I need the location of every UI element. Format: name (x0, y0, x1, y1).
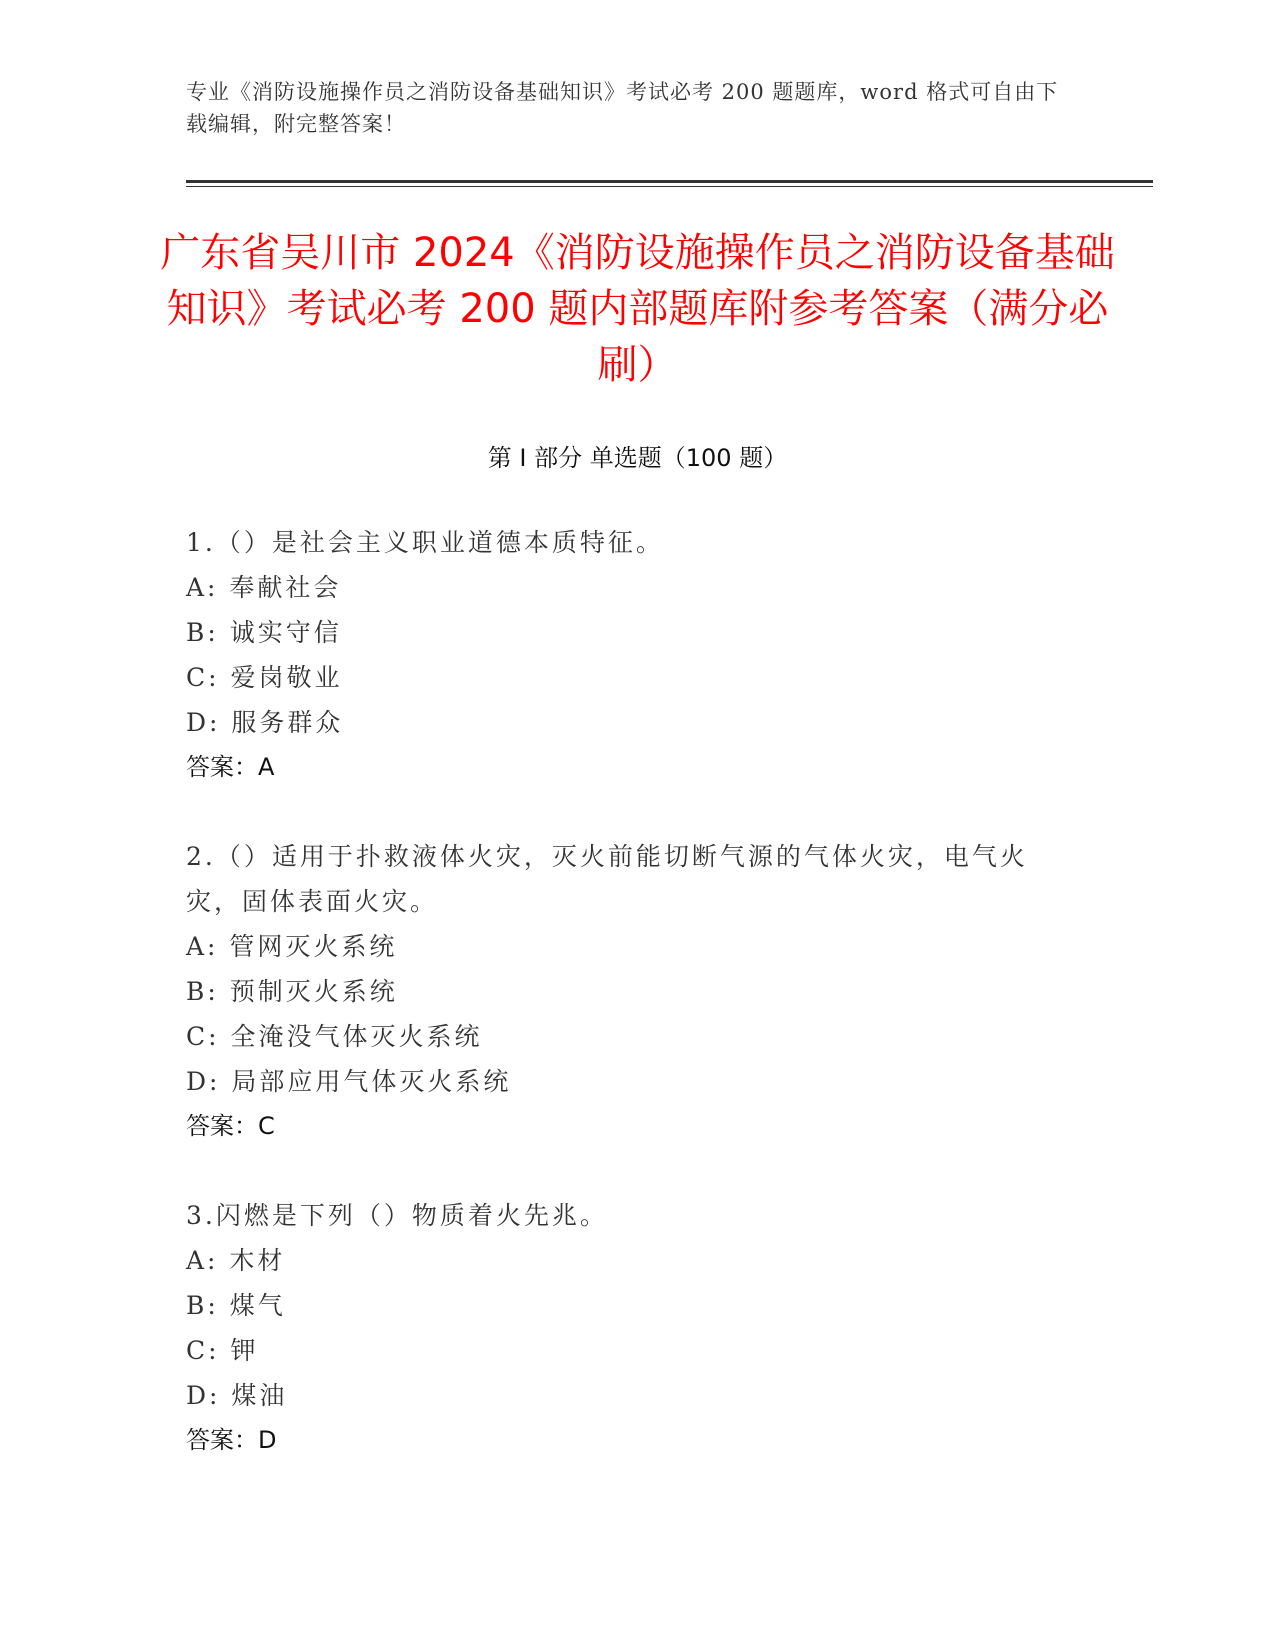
question-list (186, 520, 1066, 1507)
document-title: 广东省吴川市 2024《消防设施操作员之消防设备基础知识》考试必考 200 题内部题库附参考答案（满分必刷） (160, 230, 1115, 388)
question-item (186, 520, 1066, 790)
section-heading: 第 I 部分 单选题（100 题） (487, 444, 788, 472)
option-c: C: 爱岗敬业 (186, 663, 343, 692)
question-stem: 2.（）适用于扑救液体火灾，灭火前能切断气源的气体火灾，电气火灾，固体表面火灾。 (186, 842, 1028, 916)
option-c: C: 钾 (186, 1336, 259, 1365)
answer-label: 答案： (186, 1112, 258, 1140)
option-a: A: 木材 (186, 1246, 286, 1275)
option-b: B: 诚实守信 (186, 618, 342, 647)
option-c: C: 全淹没气体灭火系统 (186, 1022, 483, 1051)
question-item (186, 834, 1066, 1149)
answer-line (186, 745, 1066, 790)
answer-value: C (258, 1112, 275, 1140)
header-rule-thick (186, 180, 1153, 183)
answer-label: 答案： (186, 753, 258, 781)
answer-value: D (258, 1426, 277, 1454)
option-a: A: 奉献社会 (186, 573, 342, 602)
option-d: D: 煤油 (186, 1381, 288, 1410)
option-a: A: 管网灭火系统 (186, 932, 398, 961)
option-d: D: 服务群众 (186, 708, 344, 737)
answer-line (186, 1418, 1066, 1463)
answer-value: A (258, 753, 275, 781)
question-stem: 3.闪燃是下列（）物质着火先兆。 (186, 1201, 608, 1230)
option-d: D: 局部应用气体灭火系统 (186, 1067, 512, 1096)
question-item (186, 1193, 1066, 1463)
header-note: 专业《消防设施操作员之消防设备基础知识》考试必考 200 题题库，word 格式可自由下载编辑，附完整答案！ (186, 80, 1059, 136)
answer-label: 答案： (186, 1426, 258, 1454)
answer-line (186, 1104, 1066, 1149)
option-b: B: 预制灭火系统 (186, 977, 398, 1006)
header-rule-thin (186, 186, 1153, 187)
question-stem: 1.（）是社会主义职业道德本质特征。 (186, 528, 664, 557)
option-b: B: 煤气 (186, 1291, 286, 1320)
